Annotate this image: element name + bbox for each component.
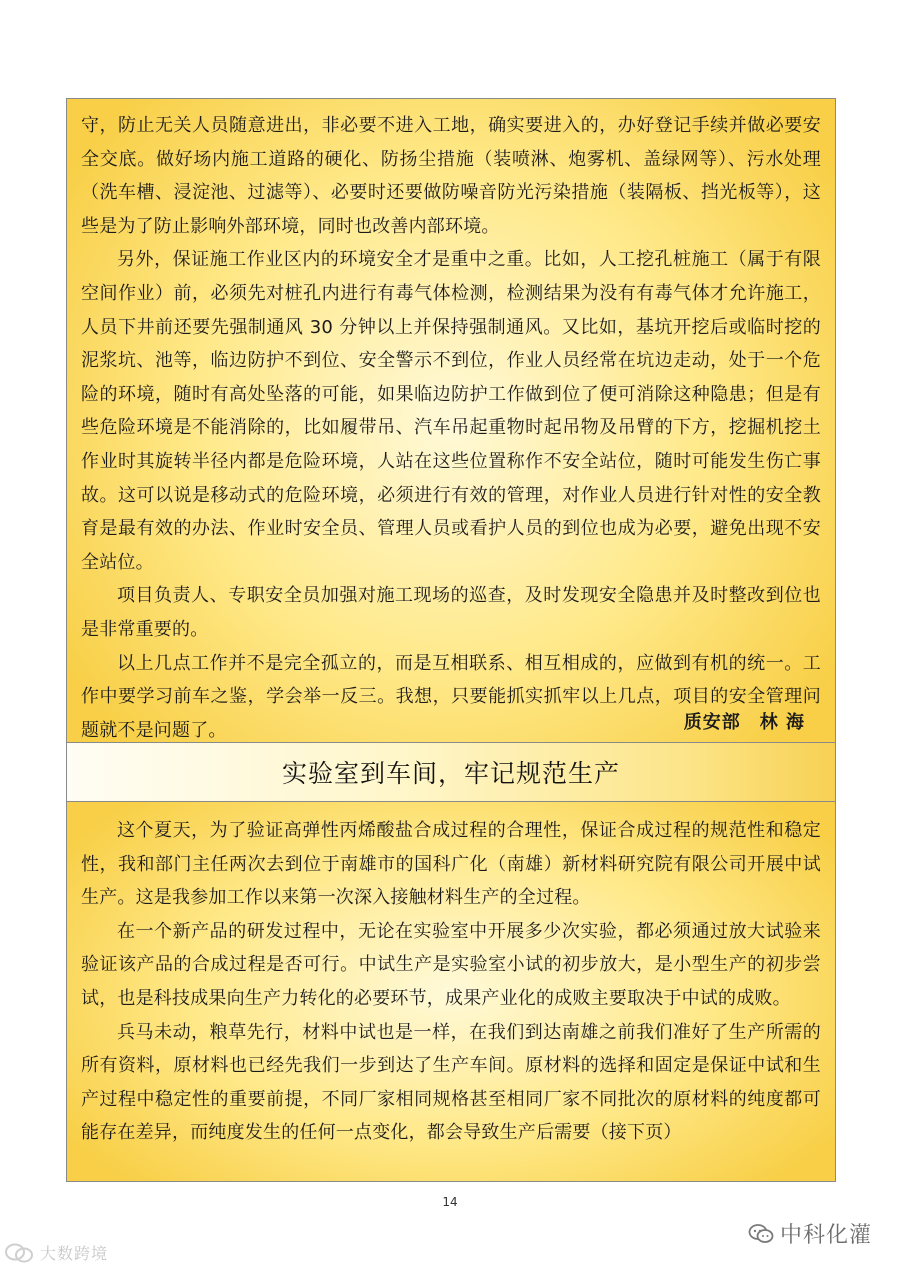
paragraph: 以上几点工作并不是完全孤立的，而是互相联系、相互相成的，应做到有机的统一。工作中要学习前车之鉴，学会举一反三。我想，只要能抓实抓牢以上几点，项目的安全管理问题就不是问题了。 <box>81 652 821 741</box>
section-title-band <box>66 743 836 801</box>
article-panel-bottom <box>66 801 836 1182</box>
page-number: 14 <box>442 1195 458 1209</box>
paragraph: 这个夏天，为了验证高弹性丙烯酸盐合成过程的合理性，保证合成过程的规范性和稳定性，我和部门主任两次去到位于南雄市的国科广化（南雄）新材料研究院有限公司开展中试生产。这是我参加工作以来第一次深入接触材料生产的全过程。 <box>81 820 821 909</box>
paragraph: 兵马未动，粮草先行，材料中试也是一样，在我们到达南雄之前我们准好了生产所需的所有资料，原材料也已经先我们一步到达了生产车间。原材料的选择和固定是保证中试和生产过程中稳定性的重要前提，不同厂家相同规格甚至相同厂家不同批次的原材料的纯度都可能存在差异，而纯度发生的任何一点变化，都会导致生产后需要（接下页） <box>81 1021 821 1144</box>
watermark-right <box>748 1218 872 1249</box>
paragraph: 项目负责人、专职安全员加强对施工现场的巡查，及时发现安全隐患并及时整改到位也是非常重要的。 <box>81 585 821 640</box>
paragraph: 守，防止无关人员随意进出，非必要不进入工地，确实要进入的，办好登记手续并做必要安全交底。做好场内施工道路的硬化、防扬尘措施（装喷淋、炮雾机、盖绿网等）、污水处理（洗车槽、浸淀池、过滤等）、必要时还要做防噪音防光污染措施（装隔板、挡光板等），这些是为了防止影响外部环境，同时也改善内部环境。 <box>81 115 821 237</box>
chat-bubble-icon <box>4 1242 34 1264</box>
author-signature: 质安部 林 海 <box>683 712 805 733</box>
paragraph: 在一个新产品的研发过程中，无论在实验室中开展多少次实验，都必须通过放大试验来验证该产品的合成过程是否可行。中试生产是实验室小试的初步放大，是小型生产的初步尝试，也是科技成果向生产力转化的必要环节，成果产业化的成败主要取决于中试的成败。 <box>81 920 821 1009</box>
watermark-right-text: 中科化灌 <box>779 1223 872 1248</box>
watermark-left <box>4 1241 108 1264</box>
paragraph: 另外，保证施工作业区内的环境安全才是重中之重。比如，人工挖孔桩施工（属于有限空间作业）前，必须先对桩孔内进行有毒气体检测，检测结果为没有有毒气体才允许施工，人员下井前还要先强制通风 30 分钟以上并保持强制通风。又比如，基坑开挖后或临时挖的泥浆坑、池等，临边防护不到位、安全警示不到位，作业人员经常在坑边走动，处于一个危险的环境，随时有高处坠落的可能，如果临边防护工作做到位了便可消除这种隐患；但是有些危险环境是不能消除的，比如履带吊、汽车吊起重物时起吊物及吊臂的下方，挖掘机挖土作业时其旋转半径内都是危险环境，人站在这些位置称作不安全站位，随时可能发生伤亡事故。这可以说是移动式的危险环境，必须进行有效的管理，对作业人员进行针对性的安全教育是最有效的办法、作业时安全员、管理人员或看护人员的到位也成为必要，避免出现不安全站位。 <box>81 249 821 573</box>
wechat-icon <box>748 1223 774 1245</box>
section-title: 实验室到车间，牢记规范生产 <box>281 759 620 788</box>
watermark-left-text: 大数跨境 <box>40 1244 109 1263</box>
article-panel-top <box>66 98 836 743</box>
